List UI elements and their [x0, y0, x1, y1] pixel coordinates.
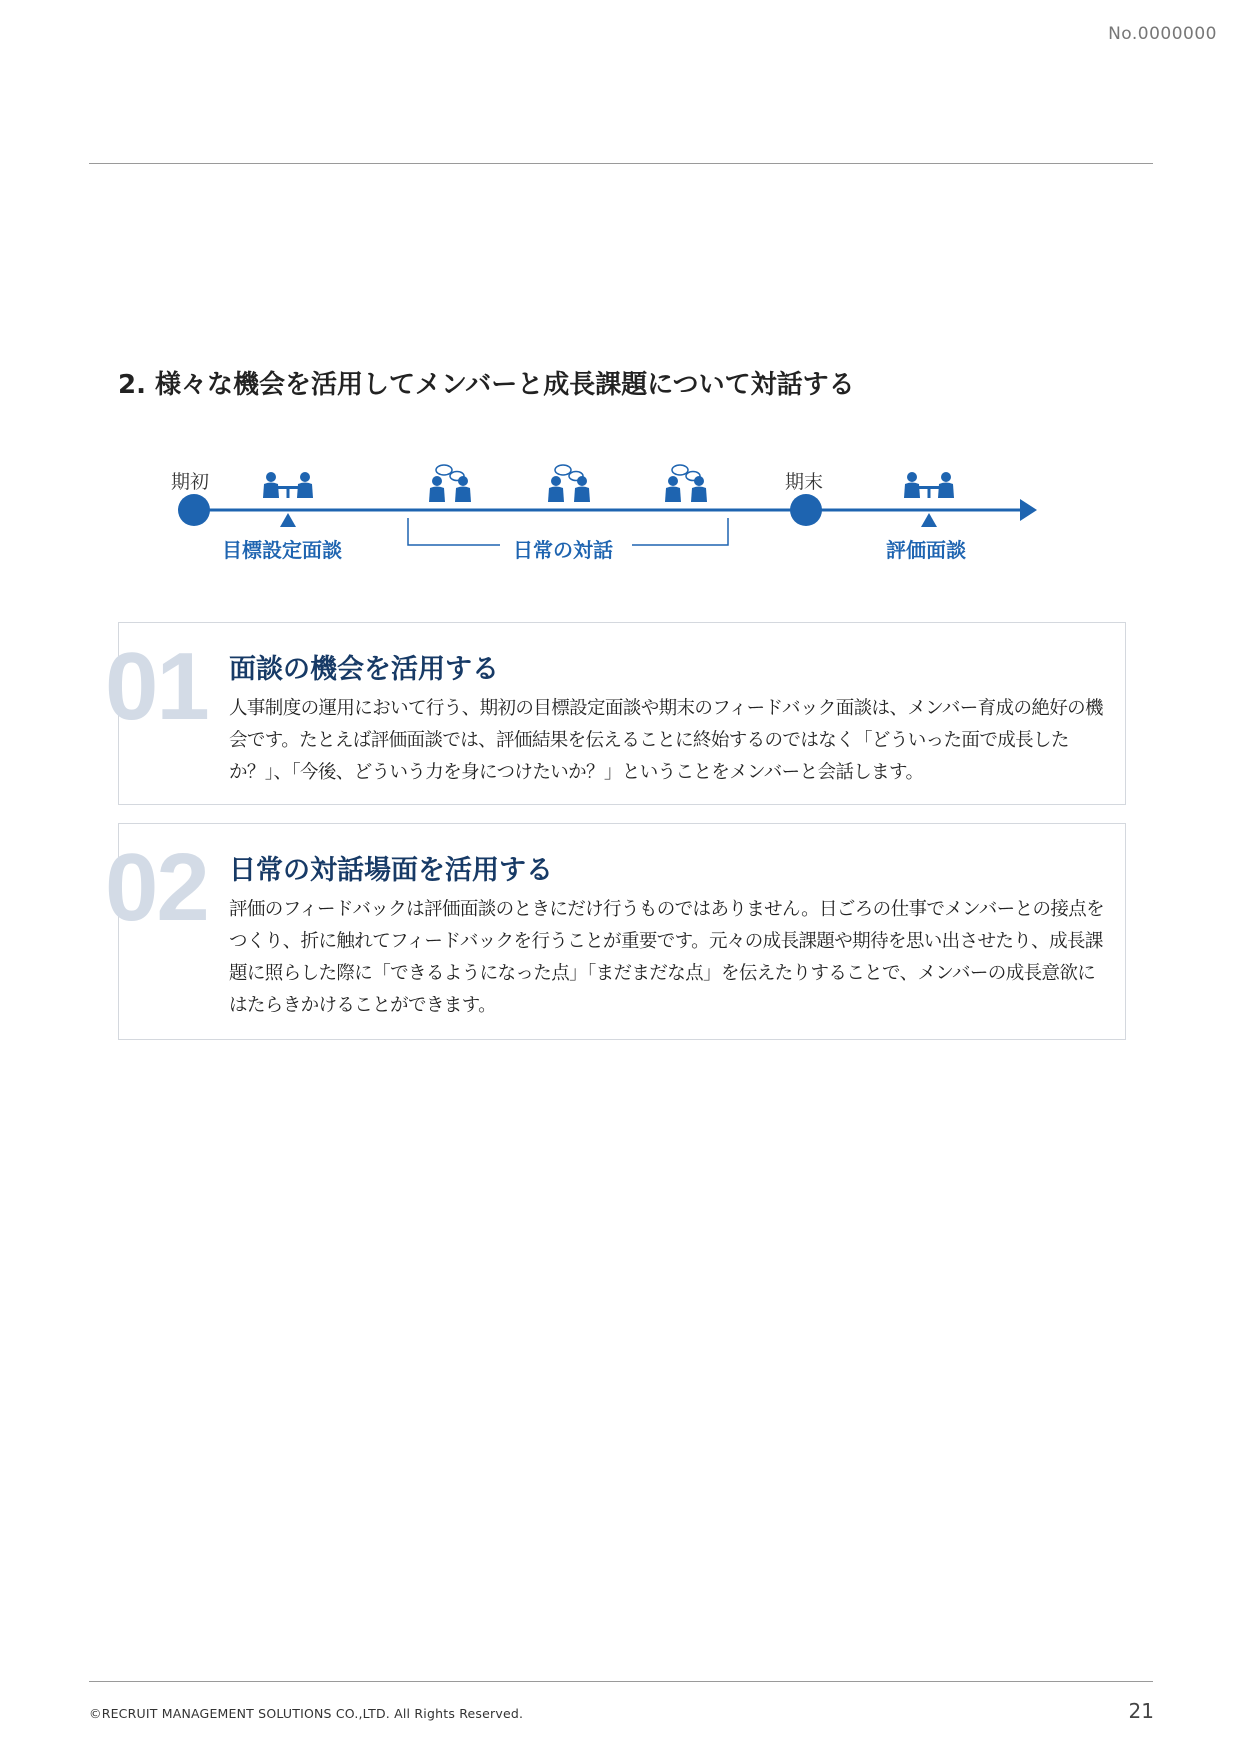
stage-review-label: 評価面談	[886, 538, 966, 562]
page-number: 21	[1128, 1699, 1154, 1723]
review-pointer	[921, 513, 937, 527]
meeting-people-icon	[263, 472, 313, 498]
card-body: 評価のフィードバックは評価面談のときにだけ行うものではありません。日ごろの仕事でメンバーとの接点をつくり、折に触れてフィードバックを行うことが重要です。元々の成長課題や期待を思い出させたり、成長課題に照らした際に「できるようになった点」「まだまだな点」を伝えたりすることで、メンバーの成長意欲にはたらきかけることができます。	[229, 899, 1105, 1016]
daily-bracket	[408, 518, 728, 545]
end-marker	[790, 494, 822, 526]
card-number: 01	[105, 633, 208, 740]
card-body: 人事制度の運用において行う、期初の目標設定面談や期末のフィードバック面談は、メンバー育成の絶好の機会です。たとえば評価面談では、評価結果を伝えることに終始するのではなく「どういった面で成長したか？」、「今後、どういう力を身につけたいか？」ということをメンバーと会話します。	[229, 698, 1103, 783]
start-marker	[178, 494, 210, 526]
conversation-people-icon	[429, 465, 471, 502]
period-start-label: 期初	[171, 471, 210, 493]
card-title: 面談の機会を活用する	[229, 654, 499, 685]
conversation-people-icon	[548, 465, 590, 502]
copyright-notice: ©RECRUIT MANAGEMENT SOLUTIONS CO.,LTD. All Rights Reserved.	[89, 1706, 524, 1721]
document-number: No.0000000	[1108, 24, 1217, 44]
period-end-label: 期末	[785, 471, 824, 493]
header-divider	[89, 163, 1153, 164]
timeline-graphic	[0, 0, 1241, 600]
conversation-people-icon	[665, 465, 707, 502]
stage-daily-dialogue-label: 日常の対話	[513, 538, 613, 562]
timeline-arrowhead	[1020, 499, 1037, 521]
meeting-people-icon	[904, 472, 954, 498]
timeline-diagram	[0, 0, 1241, 600]
point-card-01	[105, 622, 1126, 805]
goal-pointer	[280, 513, 296, 527]
point-card-02	[105, 823, 1126, 1040]
card-title: 日常の対話場面を活用する	[229, 855, 553, 886]
stage-goal-setting-label: 目標設定面談	[222, 538, 342, 562]
card-number: 02	[105, 834, 208, 941]
footer-divider	[89, 1681, 1153, 1682]
section-title: 2. 様々な機会を活用してメンバーと成長課題について対話する	[118, 370, 855, 400]
